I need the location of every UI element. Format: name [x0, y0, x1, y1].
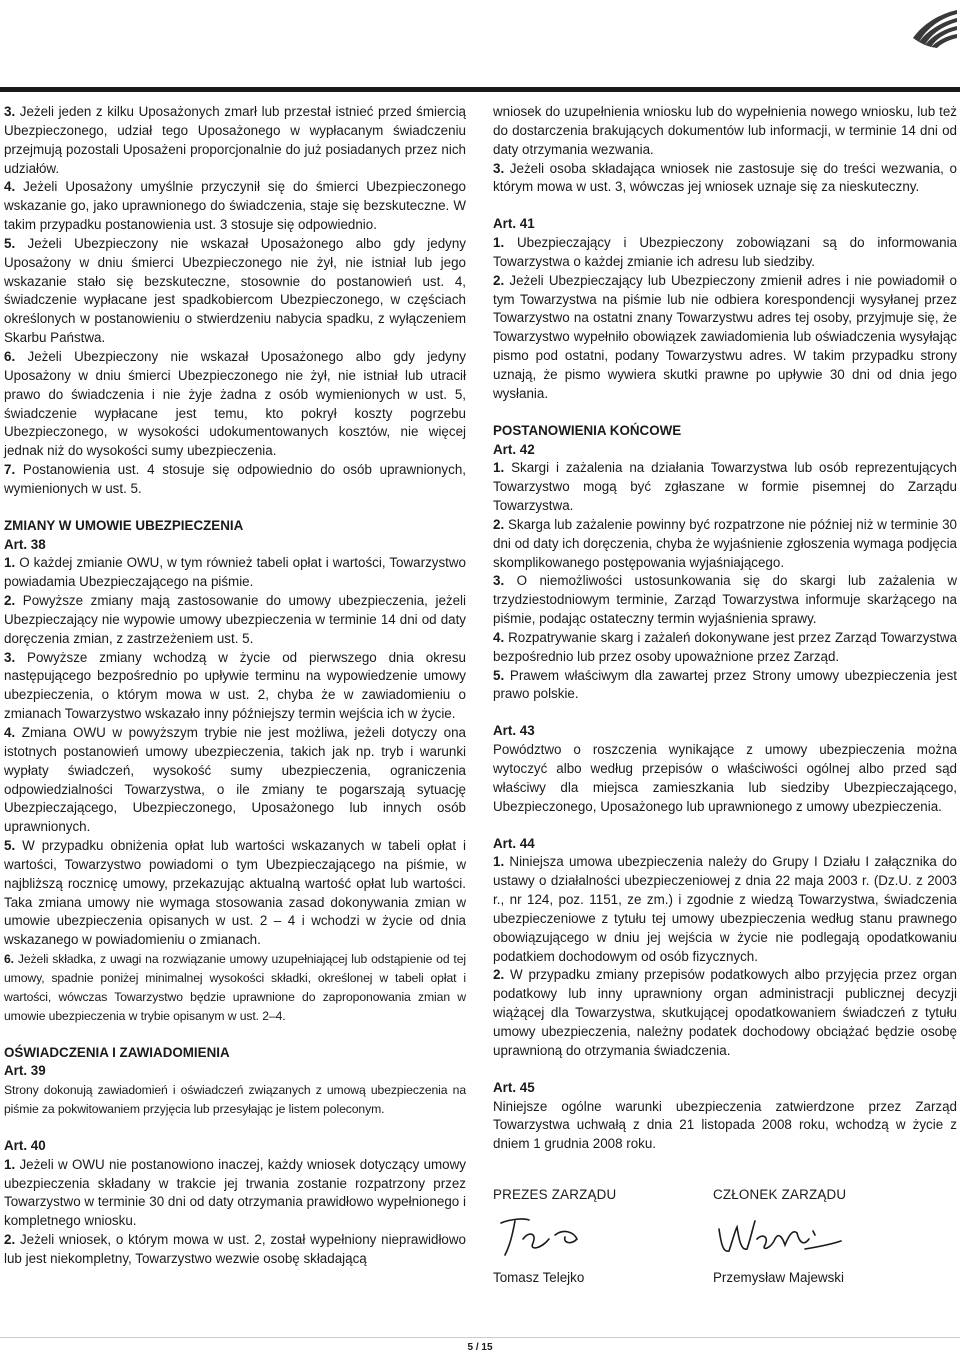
signatory-name: Przemysław Majewski — [713, 1269, 844, 1285]
item-text: Skarga lub zażalenie powinny być rozpatrzone nie później niż w terminie 30 dni od daty ich doręczenia, chyba że wyjaśnienie zgłoszenia wymaga podjęcia skomplikowanego postępowania wyjaśniającego. — [493, 516, 957, 570]
item-text: Jeżeli osoba składająca wniosek nie zastosuje się do treści wezwania, o którym mowa w ust. 3, wówczas jej wniosek uznaje się za nieskuteczny. — [493, 160, 957, 195]
item-number: 5. — [4, 235, 16, 251]
art38-item-6 — [4, 950, 466, 1025]
art40-item-2-continued: wniosek do uzupełnienia wniosku lub do wypełnienia nowego wniosku, lub też do dostarczenia brakujących dokumentów lub informacji, w terminie 14 dni od daty otrzymania wezwania. — [493, 104, 957, 157]
art40-item-1 — [4, 1156, 466, 1231]
item-number: 2. — [493, 516, 505, 532]
art38-item-2 — [4, 592, 466, 649]
article-43-heading: Art. 43 — [493, 723, 535, 739]
item-text: Niniejsza umowa ubezpieczenia należy do Grupy I Działu I załącznika do ustawy o działalności ubezpieczeniowej z dnia 22 maja 2003 r. (Dz.U. z 2003 r., nr 124, poz. 1151, ze zm.) i zgodnie z wiedzą Towarzystwa, świadczenia ubezpieczeniowe z tytułu tej umowy ubezpieczenia według stanu prawnego obowiązującego w dniu jej wejścia w życie nie podlegają opodatkowaniu podatkiem dochodowym od osób fizycznych. — [493, 854, 957, 964]
item-text: Postanowienia ust. 4 stosuje się odpowiednio do osób uprawnionych, wymienionych w ust. 5. — [4, 462, 466, 496]
item-number: 5. — [493, 667, 505, 683]
art42-item-5 — [493, 667, 957, 705]
article-45-heading: Art. 45 — [493, 1079, 535, 1095]
item-number: 1. — [4, 555, 16, 571]
art40-item-3 — [493, 160, 957, 198]
art39-text: Strony dokonują zawiadomień i oświadczeń związanych z umową ubezpieczenia na piśmie za pokwitowaniem przyjęcia lub przesyłając je listem poleconym. — [4, 1083, 466, 1117]
signature-title: PREZES ZARZĄDU — [493, 1187, 617, 1203]
item-text: Jeżeli w OWU nie postanowiono inaczej, każdy wniosek dotyczący umowy ubezpieczenia składany w trakcie jej trwania zostanie rozpatrzony przez Towarzystwo w terminie 30 dni od daty otrzymania prawidłowo wypełnionego i kompletnego wniosku. — [4, 1156, 466, 1229]
signatures — [493, 1186, 913, 1288]
item-text: W przypadku obniżenia opłat lub wartości wskazanych w tabeli opłat i wartości, Towarzystwo powiadomi o tym Ubezpieczającego na piśmie, w najbliższą rocznicę umowy, przekazując aktualną wartość opłat lub wartości. Taka zmiana umowy nie wymaga stosowania zasad dokonywania zmian w umowie ubezpieczenia opisanych w ust. 2 – 4 i wchodzi w życie od dnia wskazanego w powiadomieniu o zmianach. — [4, 838, 466, 948]
item-number: 4. — [4, 725, 16, 740]
art42-item-3 — [493, 572, 957, 629]
item-text: O niemożliwości ustosunkowania się do skargi lub zażalenia w trzydziestodniowym terminie, Zarząd Towarzystwa informuje skarżącego na piśmie, podając ostateczny termin wyjaśnienia sprawy. — [493, 573, 957, 627]
item-text: Jeżeli Ubezpieczony nie wskazał Uposażonego albo gdy jedyny Uposażony w dniu śmierci Ubezpieczonego nie żył, nie istniał lub utracił prawo do świadczenia i nie żyje żadna z osób wymienionych w ust. 5, świadczenie wypłacane jest temu, kto pokrył koszty pogrzebu Ubezpieczonego, w wysokości udokumentowanych kosztów, nie więcej jednak niż do wysokości sumy ubezpieczenia. — [4, 348, 466, 459]
article-41-heading: Art. 41 — [493, 216, 535, 232]
signature-title: CZŁONEK ZARZĄDU — [713, 1187, 847, 1203]
paragraph-7 — [4, 461, 466, 499]
item-number: 6. — [4, 952, 14, 967]
item-text: Jeżeli jeden z kilku Uposażonych zmarł lub przestał istnieć przed śmiercią Ubezpieczonego, udział tego Uposażonego w wypłacanym świadczeniu przejmują pozostali Uposażeni proporcjonalnie do już posiadanych przez nich udziałów. — [4, 104, 466, 176]
item-number: 4. — [493, 629, 505, 645]
header-rule — [0, 87, 960, 92]
item-number: 2. — [493, 272, 505, 288]
art42-item-4 — [493, 629, 957, 667]
art41-item-2 — [493, 272, 957, 404]
paragraph-3 — [4, 103, 466, 178]
item-number: 1. — [493, 460, 505, 476]
art44-item-2 — [493, 966, 957, 1060]
item-text: Ubezpieczający i Ubezpieczony zobowiązani są do informowania Towarzystwa o każdej zmianie ich adresu lub siedziby. — [493, 235, 957, 269]
article-42-heading: Art. 42 — [493, 441, 535, 457]
art38-item-3 — [4, 649, 466, 724]
item-number: 3. — [4, 104, 16, 119]
item-number: 3. — [4, 649, 16, 665]
item-text: O każdej zmianie OWU, w tym również tabeli opłat i wartości, Towarzystwo powiadamia Ubezpieczającego na piśmie. — [4, 555, 466, 590]
item-text: Jeżeli wniosek, o którym mowa w ust. 2, został wypełniony nieprawidłowo lub jest niekompletny, Towarzystwo wezwie osobę składającą — [4, 1232, 466, 1266]
item-text: Skargi i zażalenia na działania Towarzystwa lub osób reprezentujących Towarzystwo mogą być zgłaszane w formie pisemnej do Zarządu Towarzystwa. — [493, 460, 957, 514]
art44-item-1 — [493, 853, 957, 966]
art42-item-1 — [493, 459, 957, 516]
article-38-heading: Art. 38 — [4, 536, 46, 552]
art38-item-1 — [4, 554, 466, 592]
item-text: Jeżeli Ubezpieczający lub Ubezpieczony zmienił adres i nie powiadomił o tym Towarzystwa na piśmie lub nie odbiera korespondencji wysyłanej przez Towarzystwo na ostatni znany Towarzystwu adres tej osoby, przyjmuje się, że Towarzystwo wypełniło obowiązek zawiadomienia lub oświadczenia wysyłając pismo pod ostatni, podany Towarzystwu adres. W takim przypadku strony uznają, że pismo wywiera skutki prawne po upływie 30 dni od dnia jego wysłania. — [493, 272, 957, 401]
article-44-heading: Art. 44 — [493, 835, 535, 851]
signature-block-member — [713, 1186, 913, 1288]
paragraph-6 — [4, 348, 466, 461]
item-text: Jeżeli składka, z uwagi na rozwiązanie umowy uzupełniającej lub odstąpienie od tej umowy, spadnie poniżej minimalnej wysokości składki, określonej w tabeli opłat i wartości, wówczas Towarzystwo będzie uprawnione do zaproponowania zmian w umowie ubezpieczenia w trybie opisanym w ust. 2–4. — [4, 952, 466, 1023]
signature-block-president — [493, 1186, 693, 1288]
article-40-heading: Art. 40 — [4, 1137, 46, 1153]
signatory-name: Tomasz Telejko — [493, 1269, 585, 1285]
item-number: 3. — [493, 160, 505, 176]
art43-text: Powództwo o roszczenia wynikające z umowy ubezpieczenia można wytoczyć albo według przepisów o właściwości ogólnej albo przed sąd właściwy dla miejsca zamieszkania lub siedziby Ubezpieczającego, Ubezpieczonego, Uposażonego lub uprawnionego z umowy ubezpieczenia. — [493, 742, 957, 814]
item-number: 2. — [493, 967, 505, 983]
item-number: 3. — [493, 573, 505, 589]
paragraph-5 — [4, 235, 466, 348]
item-text: Zmiana OWU w powyższym trybie nie jest możliwa, jeżeli dotyczy ona istotnych postanowień umowy ubezpieczenia, takich jak np. tryb i warunki wypłaty świadczeń, wysokość sumy ubezpieczenia, ograniczenia odpowiedzialności Towarzystwa, o ile zmiany te pogarszają sytuację Ubezpieczającego, Ubezpieczonego, Uposażonego lub innych osób uprawnionych. — [4, 725, 466, 835]
item-number: 5. — [4, 838, 16, 854]
art45-text: Niniejsze ogólne warunki ubezpieczenia zatwierdzone przez Zarząd Towarzystwa uchwałą z dnia 21 listopada 2008 roku, wchodzą w życie z dniem 1 grudnia 2008 roku. — [493, 1098, 957, 1152]
art40-item-2 — [4, 1231, 466, 1269]
art42-item-2 — [493, 516, 957, 573]
item-number: 1. — [493, 854, 505, 870]
page-number: 5 / 15 — [467, 1342, 493, 1353]
item-number: 4. — [4, 179, 16, 195]
paragraph-4 — [4, 178, 466, 235]
item-number: 6. — [4, 348, 16, 364]
art41-item-1 — [493, 234, 957, 272]
item-text: W przypadku zmiany przepisów podatkowych albo przyjęcia przez organ podatkowy lub inny uprawniony organ administracji publicznej decyzji wiążącej dla Towarzystwa, skutkującej opodatkowaniem świadczeń z tytułu umowy ubezpieczenia, należny podatek dochodowy obciążać będzie osobę uprawnioną do otrzymania świadczenia. — [493, 967, 957, 1058]
item-number: 7. — [4, 462, 16, 478]
handwritten-signature-icon — [713, 1209, 853, 1261]
item-text: Jeżeli Ubezpieczony nie wskazał Uposażonego albo gdy jedyny Uposażony w dniu śmierci Ubezpieczonego nie żył, nie istniał lub jego wskazanie stało się bezskuteczne, stosownie do postanowień ust. 4, świadczenie wypłacane jest spadkobiercom Ubezpieczonego, w częściach określonych w postanowieniu o stwierdzeniu nabycia spadku, z wyłączeniem Skarbu Państwa. — [4, 235, 466, 346]
item-number: 1. — [493, 235, 505, 251]
article-39-heading: Art. 39 — [4, 1063, 46, 1079]
section-title-final: POSTANOWIENIA KOŃCOWE — [493, 422, 682, 438]
section-title-changes: ZMIANY W UMOWIE UBEZPIECZENIA — [4, 517, 244, 533]
art38-item-4 — [4, 724, 466, 837]
item-text: Powyższe zmiany mają zastosowanie do umowy ubezpieczenia, jeżeli Ubezpieczający nie wypowie umowy ubezpieczenia w terminie 14 dni od daty doręczenia zmian, z zastrzeżeniem ust. 5. — [4, 593, 466, 646]
left-column — [4, 103, 466, 1269]
item-number: 2. — [4, 1232, 16, 1248]
right-column — [493, 103, 957, 1288]
footer-rule — [0, 1337, 960, 1338]
item-text: Jeżeli Uposażony umyślnie przyczynił się do śmierci Ubezpieczonego wskazanie go, jako uprawnionego do świadczenia, staje się bezskuteczne. W takim przypadku postanowienia ust. 3 stosuje się odpowiednio. — [4, 179, 466, 233]
section-title-notifications: OŚWIADCZENIA I ZAWIADOMIENIA — [4, 1044, 230, 1060]
item-number: 2. — [4, 593, 16, 609]
item-number: 1. — [4, 1156, 16, 1172]
art38-item-5 — [4, 837, 466, 950]
handwritten-signature-icon — [493, 1209, 613, 1261]
item-text: Rozpatrywanie skarg i zażaleń dokonywane jest przez Zarząd Towarzystwa bezpośrednio lub przez osoby upoważnione przez Zarząd. — [493, 629, 957, 664]
swoosh-logo-icon — [909, 4, 959, 48]
item-text: Prawem właściwym dla zawartej przez Strony umowy ubezpieczenia jest prawo polskie. — [493, 667, 957, 702]
item-text: Powyższe zmiany wchodzą w życie od pierwszego dnia okresu następującego bezpośrednio po upływie terminu na wypowiedzenie umowy ubezpieczenia, o którym mowa w ust. 2, chyba że w zawiadomieniu o zmianach Towarzystwo wskazało inny późniejszy termin wejścia ich w życie. — [4, 649, 466, 722]
